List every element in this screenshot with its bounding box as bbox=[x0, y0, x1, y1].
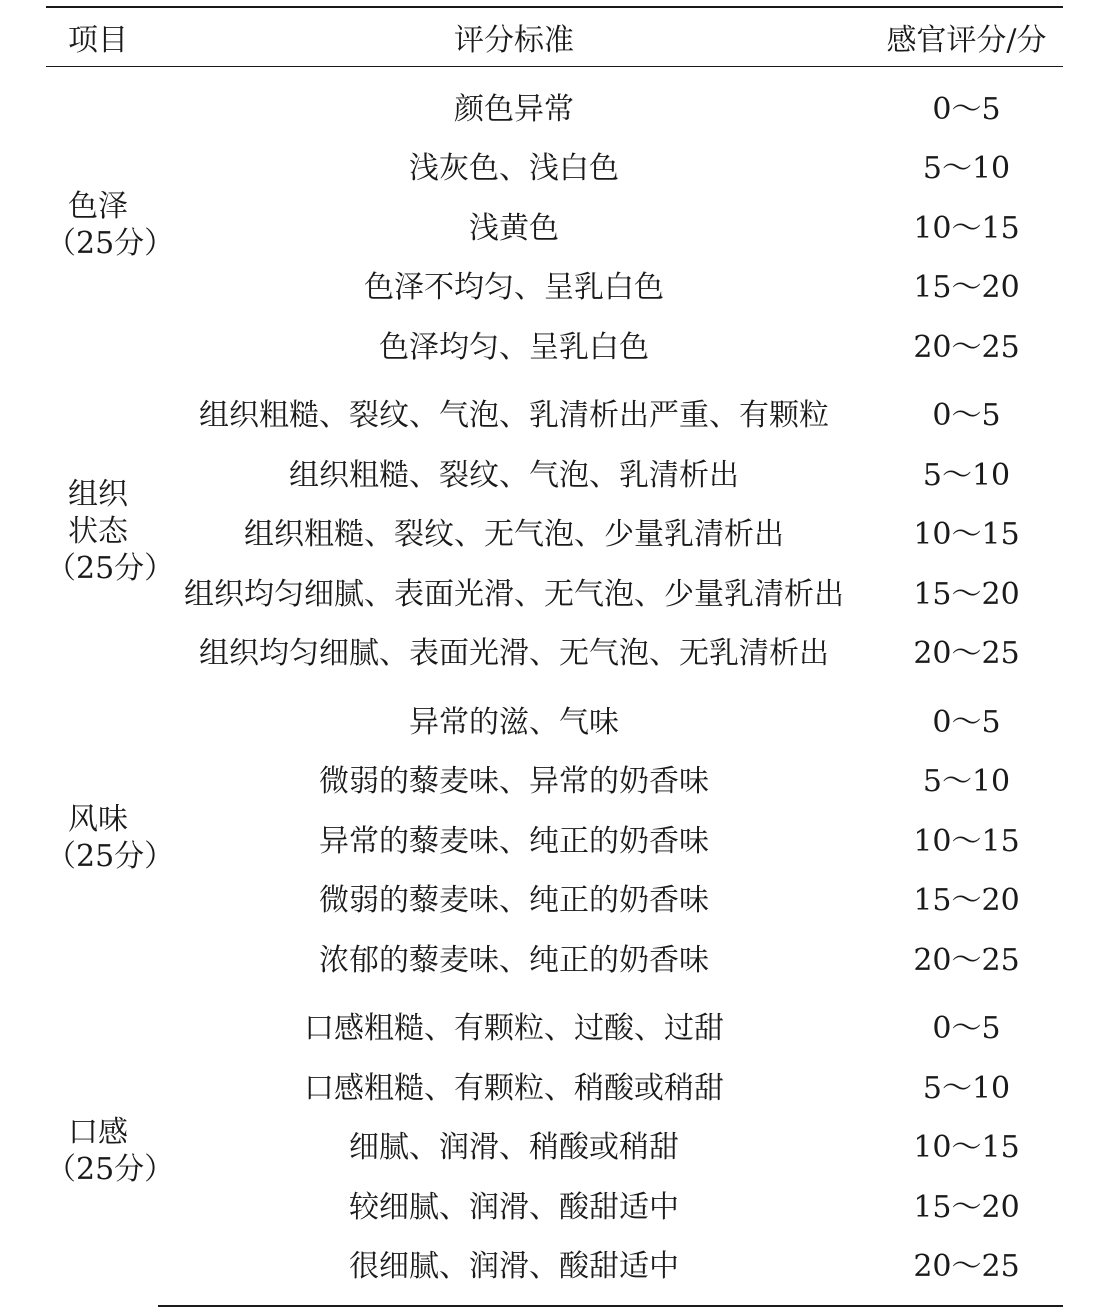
header-item: 项目 bbox=[46, 7, 158, 67]
criteria-cell: 组织粗糙、裂纹、气泡、乳清析出严重、有颗粒 bbox=[199, 398, 829, 434]
score-range-cell: 15～20 bbox=[913, 576, 1020, 612]
item-name-cell bbox=[46, 67, 175, 374]
table-row bbox=[46, 680, 1063, 749]
item-name-cell bbox=[46, 680, 175, 987]
criteria-cell: 色泽不均匀、呈乳白色 bbox=[364, 270, 664, 306]
score-range-cell: 10～15 bbox=[913, 210, 1020, 246]
score-range-cell: 0～5 bbox=[932, 704, 1001, 740]
score-range-cell: 20～25 bbox=[913, 329, 1020, 365]
criteria-cell: 组织粗糙、裂纹、气泡、乳清析出 bbox=[289, 457, 739, 493]
criteria-cell: 细腻、润滑、稍酸或稍甜 bbox=[349, 1130, 679, 1166]
header-criteria: 评分标准 bbox=[158, 7, 870, 67]
criteria-cell: 浅灰色、浅白色 bbox=[409, 151, 619, 187]
item-name-line: 状态 bbox=[68, 513, 128, 549]
score-range-cell: 20～25 bbox=[913, 942, 1020, 978]
criteria-cell: 浓郁的藜麦味、纯正的奶香味 bbox=[319, 942, 709, 978]
score-range-cell: 5～10 bbox=[922, 764, 1011, 800]
criteria-cell: 口感粗糙、有颗粒、稍酸或稍甜 bbox=[304, 1070, 724, 1106]
criteria-cell: 较细腻、润滑、酸甜适中 bbox=[349, 1189, 679, 1225]
criteria-cell: 微弱的藜麦味、纯正的奶香味 bbox=[319, 883, 709, 919]
item-name-line: （25分） bbox=[46, 550, 175, 586]
score-range-cell: 20～25 bbox=[913, 636, 1020, 672]
table-row bbox=[46, 1115, 1063, 1175]
header-score: 感官评分/分 bbox=[870, 7, 1063, 67]
item-name-line: （25分） bbox=[46, 838, 175, 874]
sensory-score-table bbox=[46, 6, 1063, 1307]
criteria-cell: 组织粗糙、裂纹、无气泡、少量乳清析出 bbox=[244, 517, 784, 553]
table-row bbox=[46, 1174, 1063, 1234]
table-row bbox=[46, 255, 1063, 315]
score-range-cell: 5～10 bbox=[922, 457, 1011, 493]
table-row bbox=[46, 987, 1063, 1056]
criteria-cell: 色泽均匀、呈乳白色 bbox=[379, 329, 649, 365]
table-row bbox=[46, 442, 1063, 502]
table-row bbox=[46, 314, 1063, 374]
item-name-line: 色泽 bbox=[68, 188, 128, 224]
criteria-cell: 组织均匀细腻、表面光滑、无气泡、无乳清析出 bbox=[199, 636, 829, 672]
score-range-cell: 20～25 bbox=[870, 1234, 1063, 1307]
item-name-line: 组织 bbox=[68, 476, 128, 512]
item-name-line: （25分） bbox=[46, 1151, 175, 1187]
score-range-cell: 5～10 bbox=[922, 1070, 1011, 1106]
criteria-cell: 很细腻、润滑、酸甜适中 bbox=[158, 1234, 870, 1307]
table-body bbox=[46, 67, 1063, 1307]
table-row bbox=[46, 136, 1063, 196]
item-name-cell bbox=[46, 987, 175, 1307]
criteria-cell: 异常的滋、气味 bbox=[409, 704, 619, 740]
item-name-line: （25分） bbox=[46, 225, 175, 261]
table-row bbox=[46, 67, 1063, 136]
header-row bbox=[46, 7, 1063, 67]
score-range-cell: 10～15 bbox=[913, 517, 1020, 553]
criteria-cell: 组织均匀细腻、表面光滑、无气泡、少量乳清析出 bbox=[184, 576, 844, 612]
table-row bbox=[46, 621, 1063, 681]
score-range-cell: 15～20 bbox=[913, 1189, 1020, 1225]
table-row bbox=[46, 927, 1063, 987]
criteria-cell: 浅黄色 bbox=[469, 210, 559, 246]
table-row bbox=[46, 868, 1063, 928]
criteria-cell: 异常的藜麦味、纯正的奶香味 bbox=[319, 823, 709, 859]
score-range-cell: 15～20 bbox=[913, 883, 1020, 919]
criteria-cell: 微弱的藜麦味、异常的奶香味 bbox=[319, 764, 709, 800]
score-range-cell: 10～15 bbox=[913, 823, 1020, 859]
score-range-cell: 0～5 bbox=[932, 1011, 1001, 1047]
table-row bbox=[46, 561, 1063, 621]
table-row bbox=[46, 1055, 1063, 1115]
score-range-cell: 0～5 bbox=[932, 91, 1001, 127]
table-row bbox=[46, 502, 1063, 562]
item-name-line: 风味 bbox=[68, 801, 128, 837]
criteria-cell: 口感粗糙、有颗粒、过酸、过甜 bbox=[304, 1011, 724, 1047]
score-range-cell: 5～10 bbox=[922, 151, 1011, 187]
criteria-cell: 颜色异常 bbox=[454, 91, 574, 127]
item-name-line: 口感 bbox=[68, 1114, 128, 1150]
table-row bbox=[46, 1234, 1063, 1307]
table-row bbox=[46, 374, 1063, 443]
score-range-cell: 15～20 bbox=[913, 270, 1020, 306]
table-row bbox=[46, 749, 1063, 809]
score-range-cell: 10～15 bbox=[913, 1130, 1020, 1166]
score-range-cell: 0～5 bbox=[932, 398, 1001, 434]
table-row bbox=[46, 195, 1063, 255]
table-row bbox=[46, 808, 1063, 868]
item-name-cell bbox=[46, 374, 175, 681]
table-header bbox=[46, 7, 1063, 67]
